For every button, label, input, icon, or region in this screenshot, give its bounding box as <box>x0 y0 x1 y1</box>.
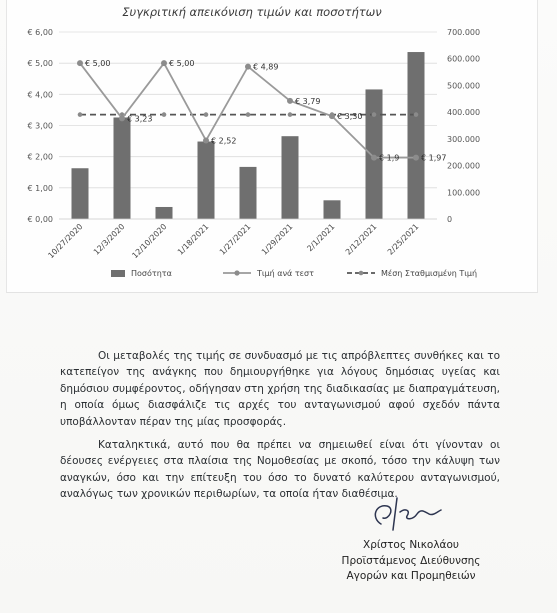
chart-panel <box>6 0 538 293</box>
price-data-label: € 4,89 <box>253 62 279 72</box>
price-data-label: € 3,30 <box>337 112 363 122</box>
x-tick-label: 1/18/2021 <box>175 222 211 257</box>
x-tick-label: 2/1/2021 <box>305 222 337 254</box>
y-right-tick-label: 500.000 <box>447 81 481 91</box>
y-left-tick-label: € 2,00 <box>27 152 53 162</box>
x-tick-label: 12/10/2020 <box>130 222 169 261</box>
y-left-tick-label: € 6,00 <box>27 28 53 37</box>
signature-block <box>336 538 486 585</box>
y-left-tick-label: € 0,00 <box>27 215 53 224</box>
y-left-tick-label: € 4,00 <box>27 90 53 100</box>
y-left-tick-label: € 5,00 <box>27 59 53 69</box>
legend-marker-average <box>359 271 364 276</box>
price-marker <box>203 137 209 143</box>
bar-4 <box>198 142 215 219</box>
x-tick-label: 2/12/2021 <box>343 222 379 257</box>
x-tick-label: 1/27/2021 <box>217 222 253 257</box>
price-marker <box>329 113 335 119</box>
x-tick-label: 1/29/2021 <box>259 222 295 257</box>
price-data-label: € 3,79 <box>295 96 321 106</box>
bar-7 <box>324 200 341 219</box>
price-marker <box>287 98 293 104</box>
signatory-title-1: Προϊστάμενος Διεύθυνσης <box>341 554 481 567</box>
price-marker <box>77 60 83 66</box>
signatory-name: Χρίστος Νικολάου <box>363 539 459 551</box>
price-marker <box>161 60 167 66</box>
price-data-label: € 1,9 <box>379 153 400 163</box>
bar-9 <box>408 52 425 219</box>
y-right-tick-label: 600.000 <box>447 54 481 64</box>
average-marker <box>414 112 419 117</box>
average-marker <box>372 112 377 117</box>
y-right-tick-label: 0 <box>447 215 453 224</box>
y-right-tick-label: 700.000 <box>447 28 481 37</box>
handwritten-signature <box>367 490 459 540</box>
price-marker <box>119 115 125 121</box>
price-data-label: € 2,52 <box>211 136 237 146</box>
signatory-title-2: Αγορών και Προμηθειών <box>346 570 476 582</box>
average-marker <box>204 112 209 117</box>
average-marker <box>288 112 293 117</box>
legend-marker-price <box>234 270 239 275</box>
legend-swatch-quantity <box>111 270 125 277</box>
y-right-tick-label: 400.000 <box>447 108 481 118</box>
average-marker <box>246 112 251 117</box>
x-tick-label: 2/25/2021 <box>385 222 421 257</box>
y-right-tick-label: 200.000 <box>447 161 481 171</box>
bar-5 <box>240 167 257 219</box>
price-data-label: € 5,00 <box>85 59 111 69</box>
legend-label-quantity: Ποσότητα <box>131 269 172 278</box>
bar-2 <box>114 117 131 219</box>
paragraph-2: Καταληκτικά, αυτό που θα πρέπει να σημειωθεί είναι ότι γίνονταν οι δέουσες ενέργειες στα πλαίσια της Νομοθεσίας με σκοπό, τόσο την κάλυψη των αναγκών, όσο και την επίτευξη του όσο το δυνατό καλύτερου ανταγωνισμού, αναλόγως των χρονικών περιθωρίων, τα οποία ήταν διαθέσιμα. <box>60 438 500 501</box>
bar-6 <box>282 136 299 219</box>
bar-3 <box>156 207 173 219</box>
legend-label-average: Μέση Σταθμισμένη Τιμή <box>381 269 478 278</box>
price-data-label: € 3,23 <box>127 114 153 124</box>
y-right-tick-label: 300.000 <box>447 134 481 144</box>
chart-title: Συγκριτική απεικόνιση τιμών και ποσοτήτων <box>122 5 382 19</box>
legend-label-price: Τιμή ανά τεστ <box>257 269 314 278</box>
average-marker <box>78 112 83 117</box>
price-marker <box>371 155 377 161</box>
price-data-label: € 5,00 <box>169 59 195 69</box>
bar-1 <box>72 168 89 219</box>
price-data-label: € 1,97 <box>421 153 447 163</box>
comparison-chart <box>7 0 537 292</box>
y-right-tick-label: 100.000 <box>447 188 481 198</box>
price-marker <box>245 64 251 70</box>
x-tick-label: 12/3/2020 <box>91 222 127 257</box>
x-tick-label: 10/27/2020 <box>46 222 85 261</box>
y-left-tick-label: € 3,00 <box>27 121 53 131</box>
y-left-tick-label: € 1,00 <box>27 183 53 193</box>
average-marker <box>162 112 167 117</box>
paragraph-1: Οι μεταβολές της τιμής σε συνδυασμό με τις απρόβλεπτες συνθήκες και το κατεπείγον της ανάγκης που δημιουργήθηκε για λόγους δημόσιας υγείας και δημόσιου συμφέροντος, οδήγησαν στη χρήση της διαδικασίας με διαπραγμάτευση, η οποία όμως διασφάλιζε τις αρχές του ανταγωνισμού αφού σχεδόν πάντα υποβάλλονταν πέραν της μίας προσφοράς. <box>60 349 500 428</box>
price-marker <box>413 155 419 161</box>
